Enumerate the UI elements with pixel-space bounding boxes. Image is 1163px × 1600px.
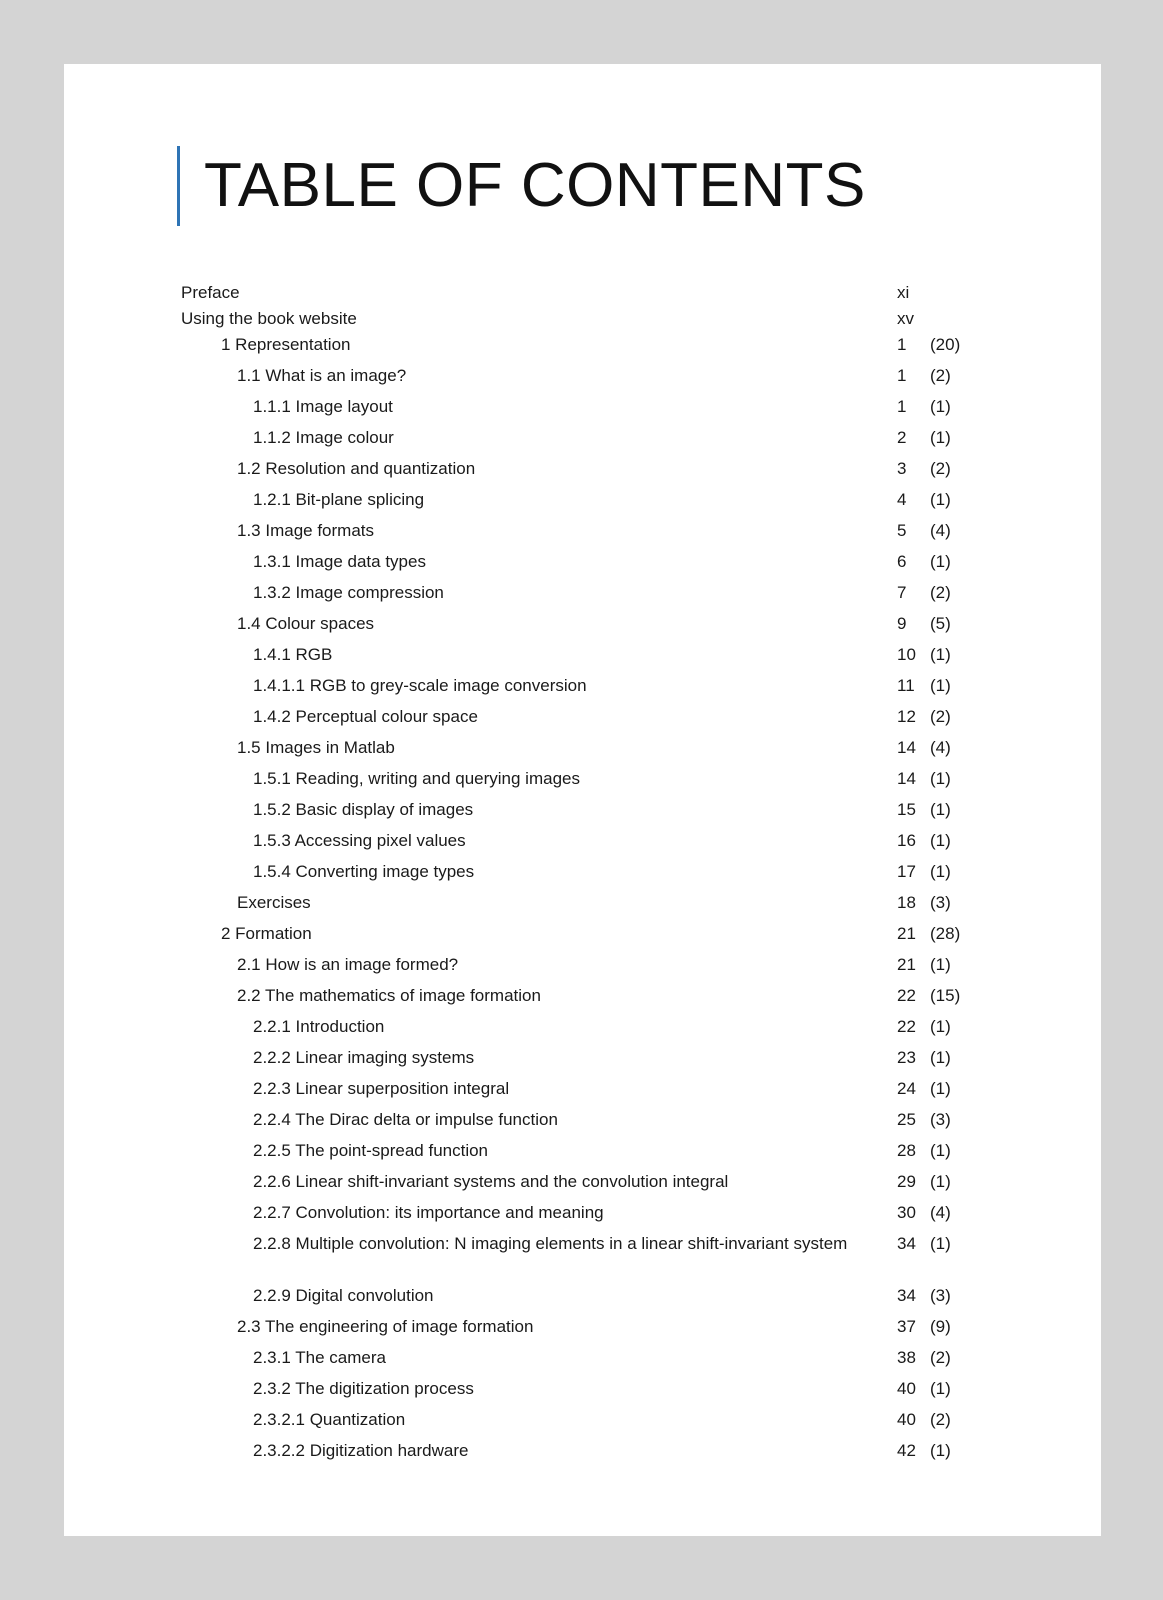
toc-entry-title: 2.2.5 The point-spread function — [253, 1141, 489, 1160]
toc-entry-page: 21 — [897, 955, 916, 974]
toc-entry-page-count: (5) — [930, 614, 951, 633]
toc-entry-title: 1.2.1 Bit-plane splicing — [253, 490, 425, 509]
toc-entry-page: 34 — [897, 1234, 916, 1253]
toc-entry-page-count: (1) — [930, 1141, 951, 1160]
toc-entry-title: 1.3.2 Image compression — [253, 583, 444, 602]
toc-entry-title: 2.2.7 Convolution: its importance and meaning — [253, 1203, 604, 1222]
toc-entry-page: 28 — [897, 1141, 916, 1160]
toc-entry[interactable] — [181, 1140, 1081, 1171]
toc-entry-page: 22 — [897, 986, 916, 1005]
toc-entry-title: 2.3.2 The digitization process — [253, 1379, 474, 1398]
toc-entry[interactable] — [181, 892, 1081, 923]
toc-entry[interactable] — [181, 1078, 1081, 1109]
toc-entry-page: 10 — [897, 645, 916, 664]
toc-entry-page: xv — [897, 309, 914, 328]
toc-entry[interactable] — [181, 1171, 1081, 1202]
toc-entry-page: 18 — [897, 893, 916, 912]
toc-entry[interactable] — [181, 644, 1081, 675]
toc-entry[interactable] — [181, 830, 1081, 861]
toc-entry-page-count: (2) — [930, 1348, 951, 1367]
toc-entry[interactable] — [181, 1016, 1081, 1047]
toc-entry-page: 14 — [897, 738, 916, 757]
toc-entry-title: 2.2 The mathematics of image formation — [237, 986, 541, 1005]
toc-entry-page: 40 — [897, 1410, 916, 1429]
toc-entry-title: 2.2.4 The Dirac delta or impulse function — [253, 1110, 558, 1129]
toc-entry[interactable] — [181, 737, 1081, 768]
toc-entry[interactable] — [181, 427, 1081, 458]
toc-entry-title: 2.2.3 Linear superposition integral — [253, 1079, 510, 1098]
toc-entry-title: 1.1 What is an image? — [237, 366, 407, 385]
document-page — [64, 64, 1101, 1536]
toc-entry-page: 4 — [897, 490, 907, 509]
toc-entry[interactable] — [181, 551, 1081, 582]
toc-entry-title: 1.4.2 Perceptual colour space — [253, 707, 478, 726]
toc-entry-title: 1.2 Resolution and quantization — [237, 459, 476, 478]
toc-entry-page: 38 — [897, 1348, 916, 1367]
toc-entry-page: 15 — [897, 800, 916, 819]
toc-entry-page: 7 — [897, 583, 907, 602]
toc-entry[interactable] — [181, 613, 1081, 644]
title-block — [177, 146, 866, 226]
toc-entry-title: 1.5.1 Reading, writing and querying images — [253, 769, 580, 788]
toc-entry-title: 2.3 The engineering of image formation — [237, 1317, 534, 1336]
toc-entry-title: 1.4 Colour spaces — [237, 614, 375, 633]
toc-entry-page: 24 — [897, 1079, 916, 1098]
toc-entry-page-count: (2) — [930, 1410, 951, 1429]
toc-entry[interactable] — [181, 861, 1081, 892]
toc-entry-page: 1 — [897, 397, 907, 416]
toc-entry-page-count: (1) — [930, 1441, 951, 1460]
toc-entry-title: 1.3.1 Image data types — [253, 552, 426, 571]
toc-entry[interactable] — [181, 675, 1081, 706]
toc-entry-page-count: (3) — [930, 1110, 951, 1129]
toc-entry[interactable] — [181, 1109, 1081, 1140]
toc-entry[interactable] — [181, 282, 1081, 308]
toc-entry[interactable] — [181, 1440, 1081, 1471]
toc-entry-page-count: (2) — [930, 583, 951, 602]
toc-entry-page: 1 — [897, 366, 907, 385]
toc-entry-page: 17 — [897, 862, 916, 881]
toc-entry[interactable] — [181, 1316, 1081, 1347]
toc-entry-page: 29 — [897, 1172, 916, 1191]
toc-entry-page: 16 — [897, 831, 916, 850]
toc-entry-page-count: (1) — [930, 1048, 951, 1067]
toc-entry[interactable] — [181, 308, 1081, 334]
toc-entry-page-count: (1) — [930, 955, 951, 974]
toc-entry[interactable] — [181, 768, 1081, 799]
toc-entry[interactable] — [181, 458, 1081, 489]
toc-entry[interactable] — [181, 334, 1081, 365]
toc-entry-page: 3 — [897, 459, 907, 478]
toc-entry-title: 1.5.3 Accessing pixel values — [253, 831, 466, 850]
toc-entry[interactable] — [181, 799, 1081, 830]
toc-entry-page-count: (1) — [930, 862, 951, 881]
toc-entry-page: xi — [897, 283, 910, 302]
toc-entry-page-count: (15) — [930, 986, 961, 1005]
toc-entry-page-count: (2) — [930, 366, 951, 385]
toc-entry[interactable] — [181, 1378, 1081, 1409]
toc-entry-title: 1.5.4 Converting image types — [253, 862, 475, 881]
toc-entry-page: 25 — [897, 1110, 916, 1129]
toc-entry-page-count: (1) — [930, 800, 951, 819]
toc-entry[interactable] — [181, 1347, 1081, 1378]
toc-entry[interactable] — [181, 396, 1081, 427]
toc-entry-page-count: (4) — [930, 521, 951, 540]
toc-entry[interactable] — [181, 520, 1081, 551]
toc-entry-page: 14 — [897, 769, 916, 788]
toc-entry-page: 34 — [897, 1286, 916, 1305]
toc-entry-page-count: (28) — [930, 924, 961, 943]
toc-entry-title: 1.1.1 Image layout — [253, 397, 393, 416]
toc-entry-page: 9 — [897, 614, 907, 633]
toc-entry-page-count: (1) — [930, 769, 951, 788]
toc-entry[interactable] — [181, 1285, 1081, 1316]
toc-entry-page-count: (4) — [930, 738, 951, 757]
toc-entry-page: 11 — [897, 676, 915, 695]
toc-entry-title: 2.2.2 Linear imaging systems — [253, 1048, 475, 1067]
toc-entry-page-count: (3) — [930, 1286, 951, 1305]
toc-entry-page-count: (1) — [930, 1172, 951, 1191]
toc-entry-title: 1.5.2 Basic display of images — [253, 800, 474, 819]
toc-entry-page: 12 — [897, 707, 916, 726]
toc-entry-page: 23 — [897, 1048, 916, 1067]
toc-entry-page-count: (1) — [930, 1234, 951, 1253]
toc-entry-page: 30 — [897, 1203, 916, 1222]
toc-entry-page: 42 — [897, 1441, 916, 1460]
toc-entry-title: 2.2.6 Linear shift-invariant systems and the convolution integral — [253, 1172, 729, 1191]
toc-entry-page-count: (1) — [930, 397, 951, 416]
toc-entry-page-count: (1) — [930, 1079, 951, 1098]
toc-entry-title: 1.4.1 RGB — [253, 645, 333, 664]
toc-entry-page-count: (4) — [930, 1203, 951, 1222]
toc-entry[interactable] — [181, 1409, 1081, 1440]
page-title: TABLE OF CONTENTS — [204, 151, 866, 220]
toc-entry-title: 2.3.2.1 Quantization — [253, 1410, 406, 1429]
toc-entry-title: 2 Formation — [221, 924, 312, 943]
table-of-contents — [181, 282, 1081, 1460]
toc-entry-page: 6 — [897, 552, 907, 571]
toc-entry-page: 21 — [897, 924, 916, 943]
toc-entry-page-count: (2) — [930, 707, 951, 726]
toc-entry-page-count: (3) — [930, 893, 951, 912]
toc-entry-page-count: (1) — [930, 831, 951, 850]
toc-entry-page-count: (1) — [930, 645, 951, 664]
toc-entry-title: 2.2.8 Multiple convolution: N imaging elements in a linear shift-invariant system — [253, 1234, 848, 1253]
toc-entry[interactable] — [181, 706, 1081, 737]
toc-entry-page: 2 — [897, 428, 907, 447]
toc-entry-title: 2.3.1 The camera — [253, 1348, 386, 1367]
toc-entry-title: 2.2.9 Digital convolution — [253, 1286, 434, 1305]
toc-entry-page: 40 — [897, 1379, 916, 1398]
toc-entry[interactable] — [181, 1233, 1081, 1285]
toc-entry-page: 37 — [897, 1317, 916, 1336]
toc-entry-page-count: (1) — [930, 1017, 951, 1036]
toc-entry-page-count: (9) — [930, 1317, 951, 1336]
toc-entry-title: Preface — [181, 283, 240, 302]
toc-entry-title: Using the book website — [181, 309, 357, 328]
toc-entry-title: 2.3.2.2 Digitization hardware — [253, 1441, 469, 1460]
toc-entry[interactable] — [181, 489, 1081, 520]
toc-entry[interactable] — [181, 1047, 1081, 1078]
toc-entry-title: 2.1 How is an image formed? — [237, 955, 459, 974]
toc-entry-title: 1 Representation — [221, 335, 351, 354]
toc-entry-page-count: (1) — [930, 490, 951, 509]
toc-entry-title: 2.2.1 Introduction — [253, 1017, 385, 1036]
toc-entry[interactable] — [181, 985, 1081, 1016]
toc-entry-title: 1.3 Image formats — [237, 521, 375, 540]
toc-entry-page-count: (2) — [930, 459, 951, 478]
toc-entry-page: 22 — [897, 1017, 916, 1036]
toc-entry-title: 1.1.2 Image colour — [253, 428, 394, 447]
toc-entry-page-count: (1) — [930, 1379, 951, 1398]
toc-entry-page-count: (1) — [930, 552, 951, 571]
toc-entry-page-count: (1) — [930, 428, 951, 447]
toc-entry[interactable] — [181, 365, 1081, 396]
toc-entry-title: 1.4.1.1 RGB to grey-scale image conversion — [253, 676, 587, 695]
toc-entry-page: 1 — [897, 335, 907, 354]
toc-entry[interactable] — [181, 923, 1081, 954]
toc-entry-page-count: (20) — [930, 335, 961, 354]
toc-entry-title: Exercises — [237, 893, 311, 912]
toc-entry-title: 1.5 Images in Matlab — [237, 738, 395, 757]
toc-entry[interactable] — [181, 1202, 1081, 1233]
toc-entry[interactable] — [181, 954, 1081, 985]
toc-entry[interactable] — [181, 582, 1081, 613]
toc-entry-page-count: (1) — [930, 676, 951, 695]
toc-entry-page: 5 — [897, 521, 907, 540]
